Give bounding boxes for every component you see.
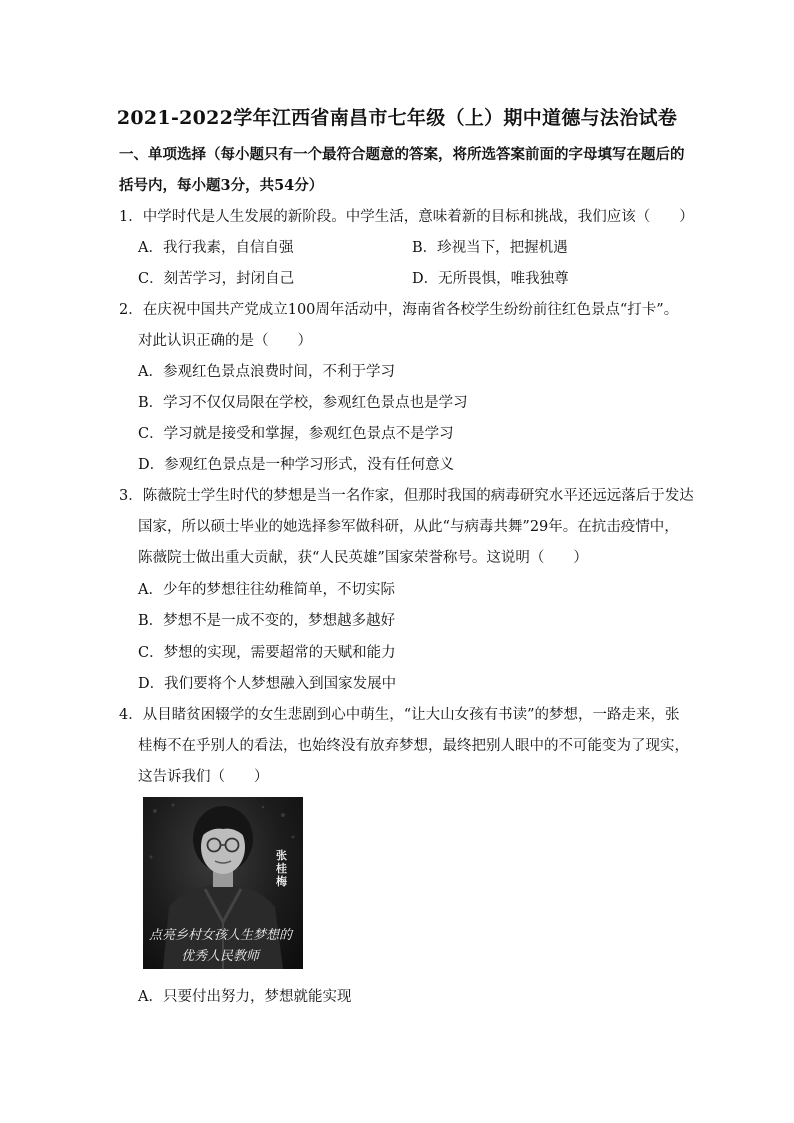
photo-vertical-name [276,848,291,888]
question-1-option-c: C．刻苦学习，封闭自己 [138,271,295,287]
question-1-option-b: B．珍视当下，把握机遇 [412,240,568,256]
question-2-stem-line-2: 对此认识正确的是（ ） [138,333,312,349]
portrait-illustration [143,797,303,969]
name-char-3: 梅 [276,875,287,888]
question-2-option-b: B．学习不仅仅局限在学校，参观红色景点也是学习 [138,395,468,411]
question-1-option-d: D．无所畏惧，唯我独尊 [412,271,569,287]
question-3-option-a: A．少年的梦想往往幼稚简单，不切实际 [138,582,395,598]
photo-caption-line-2: 优秀人民教师 [181,949,260,964]
question-3-stem-line-1: 3．陈薇院士学生时代的梦想是当一名作家，但那时我国的病毒研究水平还远远落后于发达 [119,488,694,504]
question-4-stem-line-1: 4．从目睹贫困辍学的女生悲剧到心中萌生，“让大山女孩有书读”的梦想，一路走来，张 [119,707,680,723]
question-4-stem-line-2: 桂梅不在乎别人的看法，也始终没有放弃梦想，最终把别人眼中的不可能变为了现实， [138,738,689,754]
question-3-option-b: B．梦想不是一成不变的，梦想越多越好 [138,613,396,629]
question-4-stem-line-3: 这告诉我们（ ） [138,769,269,785]
section-heading-line-1: 一、单项选择（每小题只有一个最符合题意的答案，将所选答案前面的字母填写在题后的 [119,146,685,163]
question-4-photo [143,797,303,969]
question-2-option-c: C．学习就是接受和掌握，参观红色景点不是学习 [138,426,454,442]
question-2-stem-line-1: 2．在庆祝中国共产党成立100周年活动中，海南省各校学生纷纷前往红色景点“打卡”。 [119,302,679,318]
name-char-1: 张 [276,849,287,862]
question-3-stem-line-2: 国家，所以硕士毕业的她选择参军做科研，从此“与病毒共舞”29年。在抗击疫情中， [138,519,679,535]
question-2-option-a: A．参观红色景点浪费时间，不利于学习 [138,364,395,380]
question-1-stem: 1．中学时代是人生发展的新阶段。中学生活，意味着新的目标和挑战，我们应该（ ） [119,209,694,225]
question-1-option-a: A．我行我素，自信自强 [138,240,294,256]
question-3-stem-line-3: 陈薇院士做出重大贡献，获“人民英雄”国家荣誉称号。这说明（ ） [138,550,588,566]
question-2-option-d: D．参观红色景点是一种学习形式，没有任何意义 [138,457,455,473]
question-4-option-a: A．只要付出努力，梦想就能实现 [138,989,352,1005]
question-3-option-c: C．梦想的实现，需要超常的天赋和能力 [138,645,396,661]
section-heading-line-2: 括号内，每小题3分，共54分） [119,177,324,194]
name-char-2: 桂 [276,862,287,875]
photo-caption-line-1: 点亮乡村女孩人生梦想的 [149,928,293,943]
exam-title: 2021-2022学年江西省南昌市七年级（上）期中道德与法治试卷 [116,107,678,129]
question-3-option-d: D．我们要将个人梦想融入到国家发展中 [138,676,397,692]
